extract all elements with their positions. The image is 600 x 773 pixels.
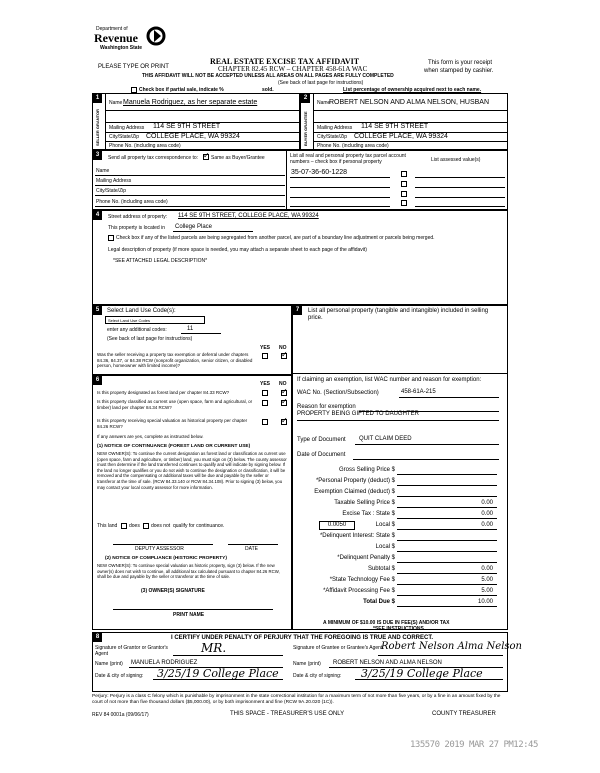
local-rate-field[interactable]: 0.0050 xyxy=(319,521,355,530)
this-land-label: This land xyxy=(97,523,118,529)
grantor-signature[interactable]: MR. xyxy=(201,641,227,655)
legal-attached-note[interactable]: *SEE ATTACHED LEGAL DESCRIPTION* xyxy=(113,258,208,264)
doc-date-label: Date of Document xyxy=(297,452,346,458)
forest-no-checkbox[interactable] xyxy=(281,390,287,396)
receipt-note-2: when stamped by cashier. xyxy=(424,68,494,74)
forest-yes-checkbox[interactable] xyxy=(262,390,268,396)
grantee-date-label: Date & city of signing: xyxy=(293,673,342,679)
same-as-buyer-label: Same as Buyer/Grantee xyxy=(211,155,265,161)
total-due-value[interactable]: 10.00 xyxy=(477,599,493,605)
seller-city-field[interactable]: COLLEGE PLACE, WA 99324 xyxy=(146,133,240,140)
parcel-2-personal-checkbox[interactable] xyxy=(401,181,407,187)
located-in-label: This property is located in xyxy=(108,225,165,231)
land-does-not-label: does not xyxy=(151,523,171,529)
historic-no-checkbox[interactable] xyxy=(281,419,287,425)
partial-sale-sold: sold. xyxy=(262,87,274,93)
street-address-label: Street address of property: xyxy=(108,214,168,220)
section-6-designation xyxy=(92,375,292,630)
located-in-field[interactable]: College Place xyxy=(175,224,213,230)
grantor-date-city[interactable]: 3/25/19 College Place xyxy=(157,667,279,680)
current-use-yes-checkbox[interactable] xyxy=(262,400,268,406)
section-1-number: 1 xyxy=(93,94,102,103)
buyer-phone-label: Phone No. (including area code) xyxy=(317,143,389,149)
historic-question: Is this property receiving special valuation as historical property per chapter 84.26 RCW? xyxy=(97,418,248,429)
see-back-land-use: (See back of last page for instructions) xyxy=(107,336,193,342)
type-or-print: PLEASE TYPE OR PRINT xyxy=(98,64,169,70)
seller-phone-label: Phone No. (including area code) xyxy=(109,143,181,149)
partial-sale-label: Check box if partial sale, indicate % xyxy=(139,87,224,93)
see-instructions-note: *SEE INSTRUCTIONS xyxy=(373,626,424,632)
corr-name-label: Name xyxy=(96,168,110,174)
section-6-number: 6 xyxy=(93,376,102,385)
parcel-1-personal-checkbox[interactable] xyxy=(401,171,407,177)
additional-codes-label: enter any additional codes: xyxy=(107,327,167,333)
section-2-number: 2 xyxy=(301,94,310,103)
current-use-no-checkbox[interactable] xyxy=(281,400,287,406)
seller-name-label: Name xyxy=(109,100,123,106)
section-4-property xyxy=(92,210,508,305)
buyer-name-field[interactable]: ROBERT NELSON AND ALMA NELSON, HUSBAN xyxy=(329,99,490,106)
legal-description-label: Legal description of property (if more space is needed, you may attach a separate sheet to each page of the affidavit) xyxy=(108,247,367,253)
parcel-3-personal-checkbox[interactable] xyxy=(401,191,407,197)
grantee-signature-label: Signature of Grantee or Grantee's Agent xyxy=(293,645,383,651)
land-use-yes-header: YES xyxy=(260,345,271,351)
grantee-signature[interactable]: Robert Nelson Alma Nelson xyxy=(381,641,522,652)
section-5-land-use xyxy=(92,305,292,375)
wac-field[interactable]: 458-61A-215 xyxy=(401,389,436,395)
seller-mailing-label: Mailing Address xyxy=(109,125,145,131)
section-5-number: 5 xyxy=(93,306,102,315)
affidavit-processing-fee-label: *Affidavit Processing Fee $ xyxy=(323,588,395,594)
grantor-date-label: Date & city of signing: xyxy=(95,673,144,679)
section-4-number: 4 xyxy=(93,211,102,220)
land-does-checkbox[interactable] xyxy=(121,523,127,529)
buyer-grantee-label: BUYER GRANTEE xyxy=(303,111,308,146)
send-to-label: Send all property tax correspondence to: xyxy=(108,155,199,161)
taxable-selling-price-value[interactable]: 0.00 xyxy=(481,500,493,506)
agency-logo xyxy=(92,26,172,56)
section-3-tax-correspondence xyxy=(92,150,508,210)
land-use-select-placeholder: Select Land Use Codes xyxy=(108,318,151,323)
grantor-name-field[interactable]: MANUELA RODRIGUEZ xyxy=(131,660,198,666)
excise-tax-local-label: Local $ xyxy=(375,522,395,528)
parcel-heading-2: numbers – check box if personal property xyxy=(290,159,382,165)
corr-phone-label: Phone No. (including area code) xyxy=(96,199,168,205)
agency-line3: Washington State xyxy=(100,45,143,51)
section-7-number: 7 xyxy=(293,306,302,315)
agency-line1: Department of xyxy=(96,26,128,32)
same-as-buyer-checkbox[interactable] xyxy=(203,154,209,160)
land-use-no-header: NO xyxy=(279,345,287,351)
grantee-name-label: Name (print) xyxy=(293,661,321,667)
agency-emblem-icon xyxy=(146,26,166,46)
land-use-label: Select Land Use Code(s): xyxy=(107,308,176,314)
segregated-checkbox[interactable] xyxy=(108,235,114,241)
personal-property-label: List all personal property (tangible and intangible) included in selling price. xyxy=(308,308,489,321)
exemption-yes-checkbox[interactable] xyxy=(262,353,268,359)
seller-city-label: City/State/Zip xyxy=(109,134,140,140)
exemption-no-checkbox[interactable] xyxy=(281,353,287,359)
buyer-mailing-label: Mailing Address xyxy=(317,125,353,131)
street-address-field[interactable]: 114 SE 9TH STREET, COLLEGE PLACE, WA 99324 xyxy=(178,213,319,219)
form-notice: THIS AFFIDAVIT WILL NOT BE ACCEPTED UNLESS ALL AREAS ON ALL PAGES ARE FULLY COMPLETED xyxy=(142,73,394,79)
list-percentage-note: List percentage of ownership acquired next to each name. xyxy=(343,87,482,93)
state-technology-fee-label: *State Technology Fee $ xyxy=(329,577,395,583)
section-2-buyer xyxy=(300,93,508,150)
doc-type-field[interactable]: QUIT CLAIM DEED xyxy=(359,436,412,442)
parcel-heading-1: List all real and personal property tax parcel account xyxy=(290,153,406,159)
section-1-seller xyxy=(92,93,300,150)
seller-mailing-field[interactable]: 114 SE 9TH STREET xyxy=(153,123,221,130)
certify-statement: I CERTIFY UNDER PENALTY OF PERJURY THAT THE FOREGOING IS TRUE AND CORRECT. xyxy=(171,635,434,641)
form-chapter: CHAPTER 82.45 RCW – CHAPTER 458-61A WAC xyxy=(218,65,368,73)
land-does-label: does xyxy=(129,523,140,529)
excise-tax-local-value[interactable]: 0.00 xyxy=(481,522,493,528)
seller-grantor-label: SELLER GRANTOR xyxy=(95,108,100,146)
form-title: REAL ESTATE EXCISE TAX AFFIDAVIT xyxy=(210,57,360,66)
total-due-label: Total Due $ xyxy=(363,599,395,605)
deputy-date-label: DATE xyxy=(245,546,258,552)
subtotal-value[interactable]: 0.00 xyxy=(481,566,493,572)
delinquent-interest-state-label: *Delinquent Interest: State $ xyxy=(319,533,395,539)
notice-compliance-body: NEW OWNER(S): To continue special valuation as historic property, sign (3) below. If the new owner(s) does not wish to continue, all additional tax calculated pursuant to chapter 84.26 RCW, shall be due and payable by the seller or transferor at the time of sale. xyxy=(97,563,280,580)
current-use-question: Is this property classified as current use (open space, farm and agricultural, or timber) land per chapter 84.34 RCW? xyxy=(97,399,253,410)
county-treasurer-label: COUNTY TREASURER xyxy=(432,711,496,717)
section-8-certification xyxy=(92,632,522,692)
received-stamp: 135570 2019 MAR 27 PM12:45 xyxy=(410,740,538,750)
wac-label: WAC No. (Section/Subsection) xyxy=(297,390,379,396)
notice-continuance-title: (1) NOTICE OF CONTINUANCE (FOREST LAND OR CURRENT USE) xyxy=(97,444,251,449)
subtotal-label: Subtotal $ xyxy=(367,566,395,572)
reason-label: Reason for exemption xyxy=(297,404,356,410)
grantee-date-city[interactable]: 3/25/19 College Place xyxy=(361,667,483,680)
deputy-assessor-label: DEPUTY ASSESSOR xyxy=(135,546,184,552)
taxable-selling-price-label: Taxable Selling Price $ xyxy=(334,500,395,506)
designation-no-header: NO xyxy=(279,381,287,387)
section-8-number: 8 xyxy=(93,633,102,642)
forest-land-question: Is this property designated as forest land per chapter 84.33 RCW? xyxy=(97,390,230,395)
buyer-city-label: City/State/Zip xyxy=(317,134,348,140)
excise-tax-state-label: Excise Tax : State $ xyxy=(342,511,395,517)
parcel-number-1[interactable]: 35-07-36-60-1228 xyxy=(291,169,348,176)
segregated-label: Check box if any of the listed parcels are being segregated from another parcel, are part of a boundary line adjustment or parcels being merged. xyxy=(116,235,435,241)
state-technology-fee-value[interactable]: 5.00 xyxy=(481,577,493,583)
notice-continuance-body: NEW OWNER(S): To continue the current designation as forest land or classification as current use (open space, farm and agriculture, or timber) land, you must sign on (3) below. The county assessor must then determine if the land transferred continues to qualify and will indicate by signing below. If the land no longer qualifies or you do not wish to continue the designation or classification, it will be removed and the compensating or additional taxes will be due and payable by the seller or transferor at the time of sale. (RCW 84.33.140 or RCW 84.34.108). Prior to signing (3) below, you may contact your local county assessor for more information. xyxy=(97,451,287,490)
personal-property-deduct-label: *Personal Property (deduct) $ xyxy=(315,478,395,484)
section-7-tax xyxy=(292,305,508,630)
section-3-number: 3 xyxy=(93,151,102,160)
buyer-mailing-field[interactable]: 114 SE 9TH STREET xyxy=(361,123,429,130)
land-use-select[interactable] xyxy=(105,316,205,324)
corr-city-label: City/State/Zip xyxy=(96,188,127,194)
print-name-label: PRINT NAME xyxy=(173,612,205,618)
grantor-name-label: Name (print) xyxy=(95,661,123,667)
form-revision: REV 84 0001a (09/06/17) xyxy=(92,712,149,718)
buyer-name-label: Name xyxy=(317,100,331,106)
treasurer-use-only: THIS SPACE - TREASURER'S USE ONLY xyxy=(230,711,345,717)
corr-mailing-label: Mailing Address xyxy=(96,178,132,184)
exemption-claimed-label: Exemption Claimed (deduct) $ xyxy=(314,489,395,495)
affidavit-processing-fee-value[interactable]: 5.00 xyxy=(481,588,493,594)
perjury-notice: Perjury: Perjury is a class C felony which is punishable by imprisonment in the state correctional institution for a maximum term of not more than five years, or by a fine in an amount fixed by the court of not more than five thousand dollars ($5,000.00), or by both imprisonment and fine (RCW 9A.20.020 (1C)). xyxy=(92,694,501,705)
exemption-heading: If claiming an exemption, list WAC number and reason for exemption: xyxy=(297,377,482,383)
delinquent-interest-local-label: Local $ xyxy=(375,544,395,550)
notice-compliance-title: (2) NOTICE OF COMPLIANCE (HISTORIC PROPERTY) xyxy=(105,556,227,561)
excise-tax-state-value[interactable]: 0.00 xyxy=(481,511,493,517)
historic-yes-checkbox[interactable] xyxy=(262,419,268,425)
reason-field[interactable]: PROPERTY BEING GIFTED TO DAUGHTER xyxy=(297,411,419,417)
grantor-signature-label: Signature of Grantor or Grantor's Agent xyxy=(95,645,168,657)
buyer-city-field[interactable]: COLLEGE PLACE, WA 99324 xyxy=(354,133,448,140)
delinquent-penalty-label: *Delinquent Penalty $ xyxy=(337,555,395,561)
doc-type-label: Type of Document xyxy=(297,437,346,443)
see-back-top: (See back of last page for instructions) xyxy=(278,80,364,86)
qualify-label: qualify for continuance. xyxy=(173,523,225,529)
land-does-not-checkbox[interactable] xyxy=(143,523,149,529)
minimum-due-note: A MINIMUM OF $10.00 IS DUE IN FEE(S) AND/OR TAX xyxy=(323,620,450,626)
agency-line2: Revenue xyxy=(94,31,138,45)
gross-selling-price-label: Gross Selling Price $ xyxy=(338,467,395,473)
designation-yes-header: YES xyxy=(260,381,271,387)
assessed-heading: List assessed value(s) xyxy=(431,157,481,163)
owner-signature-label: (3) OWNER(S) SIGNATURE xyxy=(141,588,205,594)
seller-name-field[interactable]: Manuela Rodriguez, as her separate estate xyxy=(123,99,258,106)
grantee-name-field[interactable]: ROBERT NELSON AND ALMA NELSON xyxy=(333,660,442,666)
parcel-4-personal-checkbox[interactable] xyxy=(401,200,407,206)
additional-codes-field[interactable]: 11 xyxy=(187,326,194,332)
exemption-question: Was the seller receiving a property tax exemption or deferral under chapters 84.36, 84.37, or 84.38 RCW (nonprofit organization, senior citizen, or disabled person, homeowner with limited income)? xyxy=(97,352,253,368)
if-yes-note: If any answers are yes, complete as instructed below. xyxy=(97,434,204,439)
receipt-note-1: This form is your receipt xyxy=(428,60,493,66)
